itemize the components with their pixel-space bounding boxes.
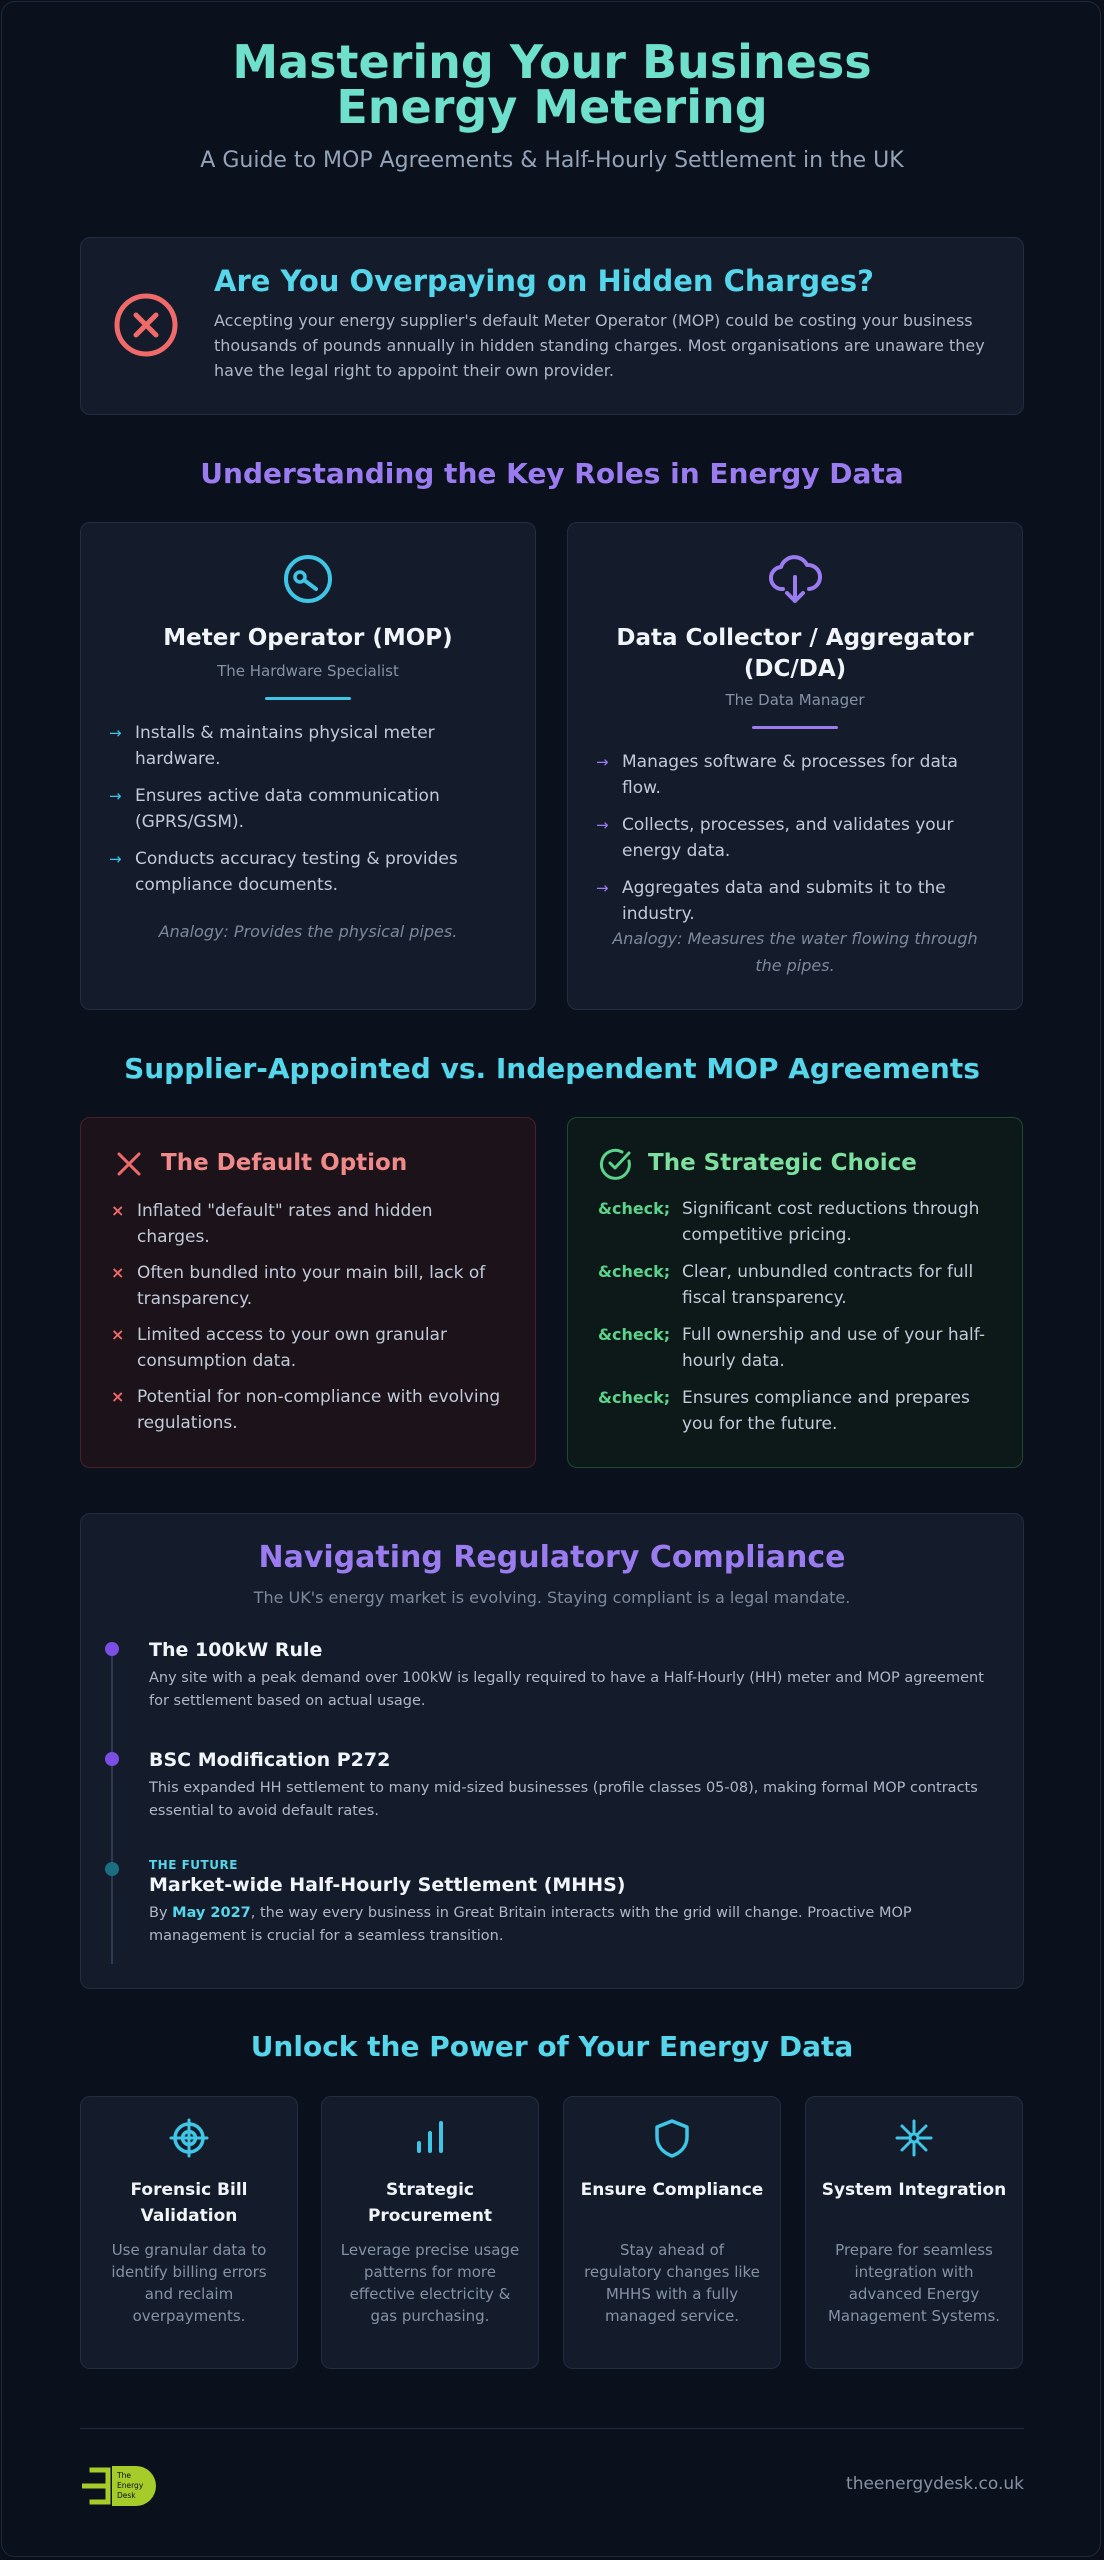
timeline-dot	[105, 1862, 119, 1876]
integration-icon	[893, 2117, 935, 2159]
strategic-choice-list	[598, 1196, 996, 1447]
timeline-item-title: Market-wide Half-Hourly Settlement (MHHS)	[149, 1874, 626, 1896]
role-list-item: → Aggregates data and submits it to the industry.	[596, 875, 992, 927]
timeline-item-text: This expanded HH settlement to many mid-sized businesses (profile classes 05-08), making formal MOP contracts essential to avoid default rates.	[149, 1780, 978, 1819]
check-mark-icon: &check;	[598, 1199, 671, 1218]
timeline-item-title: The 100kW Rule	[149, 1639, 323, 1661]
arrow-right-icon: →	[596, 879, 609, 897]
roles-section-title: Understanding the Key Roles in Energy Data	[200, 457, 904, 490]
feature-title: System Integration	[821, 2180, 1007, 2200]
timeline-line	[111, 1651, 113, 1964]
x-icon	[115, 1150, 143, 1178]
timeline-item	[149, 1749, 999, 1823]
bar-chart-icon	[409, 2117, 451, 2159]
role-subtitle: The Data Manager	[725, 691, 865, 709]
feature-card	[321, 2096, 539, 2369]
role-title: Data Collector / Aggregator (DC/DA)	[616, 625, 974, 682]
features-section-title: Unlock the Power of Your Energy Data	[250, 2030, 854, 2063]
role-card-mop	[80, 522, 536, 1010]
role-list-item: → Conducts accuracy testing & provides compliance documents.	[109, 846, 505, 898]
compliance-card	[80, 1513, 1024, 1989]
overpaying-alert-card	[80, 237, 1024, 415]
highlight-date: May 2027	[172, 1905, 251, 1921]
compliance-subtitle: The UK's energy market is evolving. Staying compliant is a legal mandate.	[253, 1588, 851, 1607]
alert-text: Accepting your energy supplier's default Meter Operator (MOP) could be costing your business thousands of pounds annually in hidden standing charges. Most organisations are unaware they have the legal right to appoint their own provider.	[214, 311, 985, 380]
arrow-right-icon: →	[109, 850, 122, 868]
cloud-download-icon	[767, 553, 823, 605]
svg-text:The: The	[117, 2471, 131, 2480]
arrow-right-icon: →	[109, 787, 122, 805]
strategic-choice-heading: The Strategic Choice	[648, 1150, 917, 1176]
role-list-item: → Ensures active data communication (GPRS/GSM).	[109, 783, 505, 835]
timeline-dot	[105, 1752, 119, 1766]
feature-text: Leverage precise usage patterns for more effective electricity & gas purchasing.	[340, 2241, 520, 2325]
role-list-item: → Collects, processes, and validates your energy data.	[596, 812, 992, 864]
timeline-item	[149, 1639, 999, 1713]
arrow-right-icon: →	[109, 724, 122, 742]
role-title: Meter Operator (MOP)	[163, 625, 453, 651]
feature-text: Stay ahead of regulatory changes like MHHS with a fully managed service.	[584, 2241, 760, 2325]
timeline-dot	[105, 1642, 119, 1656]
arrow-right-icon: →	[596, 753, 609, 771]
feature-title: Ensure Compliance	[580, 2180, 764, 2200]
x-mark-icon: ×	[111, 1263, 125, 1282]
page-subtitle: A Guide to MOP Agreements & Half-Hourly Settlement in the UK	[200, 148, 904, 173]
feature-text: Prepare for seamless integration with advanced Energy Management Systems.	[827, 2241, 1001, 2325]
role-list	[596, 749, 992, 938]
target-search-icon	[168, 2117, 210, 2159]
list-item: &check; Clear, unbundled contracts for full fiscal transparency.	[598, 1259, 996, 1311]
list-item: × Often bundled into your main bill, lack of transparency.	[111, 1260, 509, 1312]
comparison-section-title: Supplier-Appointed vs. Independent MOP Agreements	[124, 1052, 980, 1085]
role-list	[109, 720, 505, 909]
page-title-text: Mastering Your Business Energy Metering	[232, 35, 872, 134]
feature-title: Strategic Procurement	[367, 2180, 493, 2226]
feature-card	[80, 2096, 298, 2369]
feature-card	[563, 2096, 781, 2369]
check-mark-icon: &check;	[598, 1325, 671, 1344]
list-item: × Inflated "default" rates and hidden charges.	[111, 1198, 509, 1250]
role-divider	[752, 726, 838, 729]
role-analogy: Analogy: Measures the water flowing through the pipes.	[612, 929, 978, 975]
timeline-item-tag: THE FUTURE	[149, 1858, 238, 1872]
check-mark-icon: &check;	[598, 1262, 671, 1281]
footer-website-link[interactable]: theenergydesk.co.uk	[846, 2474, 1024, 2494]
check-mark-icon: &check;	[598, 1388, 671, 1407]
shield-icon	[651, 2117, 693, 2159]
list-item: &check; Full ownership and use of your half-hourly data.	[598, 1322, 996, 1374]
strategic-choice-card	[567, 1117, 1023, 1468]
alert-title: Are You Overpaying on Hidden Charges?	[214, 264, 874, 298]
role-card-dcda	[567, 522, 1023, 1010]
footer-divider	[80, 2428, 1024, 2429]
svg-text:Desk: Desk	[117, 2491, 136, 2500]
role-divider	[265, 697, 351, 700]
role-analogy: Analogy: Provides the physical pipes.	[158, 922, 458, 941]
list-item: × Potential for non-compliance with evolving regulations.	[111, 1384, 509, 1436]
feature-card	[805, 2096, 1023, 2369]
x-mark-icon: ×	[111, 1325, 125, 1344]
check-circle-icon	[598, 1146, 634, 1182]
meter-gauge-icon	[282, 553, 334, 605]
arrow-right-icon: →	[596, 816, 609, 834]
default-option-list	[111, 1198, 509, 1446]
feature-title: Forensic Bill Validation	[130, 2180, 248, 2226]
energy-desk-logo[interactable]	[82, 2462, 158, 2510]
role-list-item: → Installs & maintains physical meter hardware.	[109, 720, 505, 772]
svg-text:Energy: Energy	[117, 2481, 144, 2490]
default-option-card	[80, 1117, 536, 1468]
page-title	[0, 35, 1104, 134]
timeline-item	[149, 1858, 999, 1948]
x-mark-icon: ×	[111, 1387, 125, 1406]
list-item: &check; Ensures compliance and prepares you for the future.	[598, 1385, 996, 1437]
timeline-item-text: By May 2027, the way every business in Great Britain interacts with the grid will change. Proactive MOP management is crucial for a seamless transition.	[149, 1905, 912, 1944]
default-option-heading: The Default Option	[161, 1150, 408, 1176]
x-circle-icon	[113, 292, 179, 358]
list-item: &check; Significant cost reductions through competitive pricing.	[598, 1196, 996, 1248]
role-list-item: → Manages software & processes for data flow.	[596, 749, 992, 801]
feature-text: Use granular data to identify billing errors and reclaim overpayments.	[111, 2241, 267, 2325]
compliance-title: Navigating Regulatory Compliance	[258, 1540, 846, 1575]
timeline-item-title: BSC Modification P272	[149, 1749, 391, 1771]
list-item: × Limited access to your own granular consumption data.	[111, 1322, 509, 1374]
timeline-item-text: Any site with a peak demand over 100kW is legally required to have a Half-Hourly (HH) meter and MOP agreement for settlement based on actual usage.	[149, 1670, 984, 1709]
role-subtitle: The Hardware Specialist	[217, 662, 399, 680]
x-mark-icon: ×	[111, 1201, 125, 1220]
